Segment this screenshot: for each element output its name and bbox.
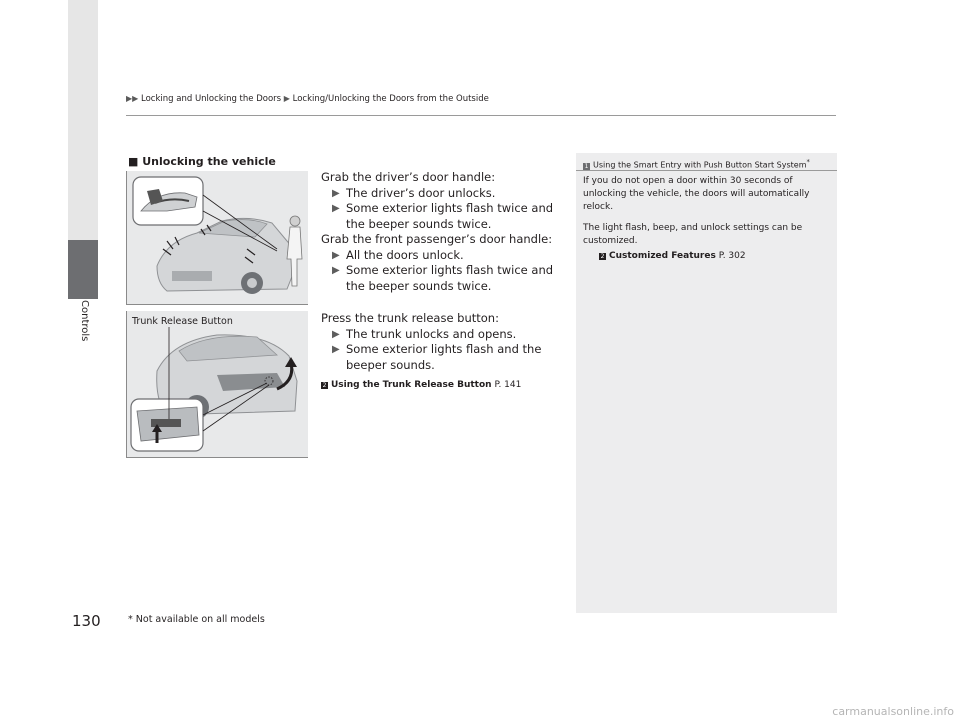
watermark: carmanualsonline.info	[832, 705, 954, 718]
breadcrumb-level1: Locking and Unlocking the Doors	[141, 94, 282, 104]
reference-page: P. 141	[494, 380, 522, 390]
reference-title: Using the Trunk Release Button	[331, 380, 492, 390]
bullet-arrow-icon: ▶	[332, 187, 340, 199]
bullet-arrow-icon: ▶	[332, 344, 340, 355]
chapter-label-text: Controls	[79, 300, 90, 342]
footnote: * Not available on all models	[128, 614, 265, 625]
note-paragraph: The light flash, beep, and unlock settings can be customized.	[583, 223, 803, 246]
note-title: Using the Smart Entry with Push Button Start System	[593, 160, 807, 170]
bullet-arrow-icon: ▶	[332, 265, 340, 276]
driver-door-lead: Grab the driver’s door handle:	[321, 170, 496, 184]
section-heading-text: Unlocking the vehicle	[142, 155, 276, 168]
breadcrumb-level2: Locking/Unlocking the Doors from the Outside	[292, 94, 489, 104]
unlock-instructions-doors	[321, 170, 566, 294]
note-body	[583, 175, 828, 263]
reference-icon: 2	[322, 382, 327, 389]
note-icon: 1	[584, 162, 589, 170]
reference-page: P. 302	[718, 251, 746, 261]
bullet-arrow-icon: ▶	[332, 328, 340, 340]
bullet-text: The trunk unlocks and opens.	[346, 326, 517, 341]
list-item	[321, 248, 566, 264]
footnote-marker: *	[806, 158, 810, 166]
header-divider	[126, 115, 836, 116]
car-door-handle-icon	[127, 171, 308, 304]
chapter-tab	[68, 240, 98, 299]
reference-icon: 2	[600, 253, 605, 260]
list-item	[321, 186, 566, 202]
bullet-text: Some exterior lights flash and the beeper sounds.	[346, 342, 542, 372]
list-item	[321, 327, 566, 343]
note-paragraph: If you do not open a door within 30 seconds of unlocking the vehicle, the doors will automatically relock.	[583, 176, 810, 212]
trunk-release-illustration	[126, 311, 308, 458]
passenger-door-lead: Grab the front passenger’s door handle:	[321, 232, 553, 246]
chapter-label	[68, 300, 98, 340]
unlock-instructions-trunk	[321, 311, 566, 394]
bullet-text: Some exterior lights flash twice and the beeper sounds twice.	[346, 201, 554, 231]
bullet-text: The driver’s door unlocks.	[346, 185, 496, 200]
side-bar	[68, 0, 98, 240]
section-heading	[128, 155, 276, 168]
list-item	[321, 342, 566, 373]
breadcrumb-arrow-icon: ▶	[283, 94, 290, 103]
breadcrumb-arrow-icon: ▶▶	[126, 94, 139, 103]
reference-title: Customized Features	[609, 251, 716, 261]
breadcrumb	[126, 94, 489, 104]
trunk-lead: Press the trunk release button:	[321, 311, 499, 325]
note-divider	[576, 170, 837, 171]
bullet-text: All the doors unlock.	[346, 247, 464, 262]
car-trunk-icon	[127, 311, 308, 457]
section-marker: ■	[128, 155, 139, 168]
bullet-arrow-icon: ▶	[332, 203, 340, 214]
list-item	[321, 263, 566, 294]
trunk-release-button-label: Trunk Release Button	[132, 316, 233, 327]
page-number: 130	[72, 612, 101, 630]
list-item	[321, 201, 566, 232]
note-heading	[583, 158, 810, 170]
bullet-arrow-icon: ▶	[332, 249, 340, 261]
bullet-text: Some exterior lights flash twice and the beeper sounds twice.	[346, 263, 554, 293]
door-handle-illustration	[126, 171, 308, 305]
customized-features-reference-link[interactable]	[583, 250, 828, 263]
trunk-release-reference-link[interactable]	[321, 378, 566, 394]
